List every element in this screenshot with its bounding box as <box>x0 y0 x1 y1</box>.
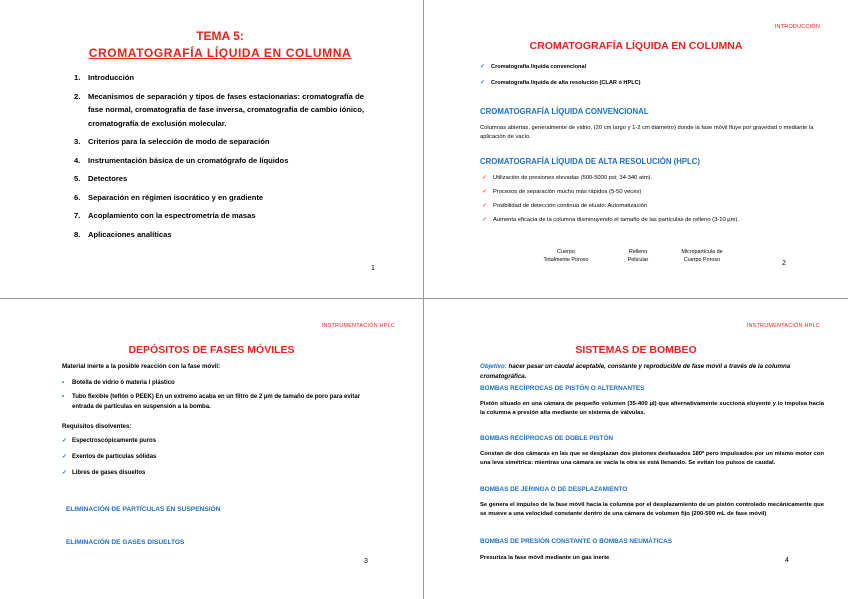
item-number: 5. <box>74 174 81 183</box>
list-item <box>74 228 364 242</box>
section-heading: BOMBAS RECÍPROCAS DE DOBLE PISTÓN <box>480 435 614 442</box>
list-item: ✓ Exentos de partículas sólidas <box>62 453 382 463</box>
page-number: 1 <box>371 265 375 272</box>
section-text: Constan de dos cámaras en las que se desplazan dos pistones desfasados 180º pero impulsados por un mismo motor con una leva simétrica: mientras una cámara se vacía la otra se está llenando. Se evitan los pulsos de caudal. <box>480 451 824 467</box>
list-item: • Botella de vidrio ó materia l plástico <box>62 379 382 389</box>
check-icon: ✓ <box>482 189 488 195</box>
check-item <box>480 63 586 70</box>
list-item <box>74 154 364 168</box>
item-text: Mecanismos de separación y tipos de fases estacionarias: cromatografía de fase normal, cromatografía de fase inversa, cromatografía de cambio iónico, cromatografía de exclusión molecular. <box>88 91 364 128</box>
check-icon: ✓ <box>62 470 68 476</box>
list-item <box>74 135 364 149</box>
item-text: Separación en régimen isocrático y en gradiente <box>88 192 264 202</box>
subheading-hplc: CROMATOGRAFÍA LÍQUIDA DE ALTA RESOLUCIÓN (HPLC) <box>480 157 701 166</box>
section-heading: BOMBAS DE JERINGA O DE DESPLAZAMIENTO <box>480 486 628 493</box>
subheading-particles: ELIMINACIÓN DE PARTÍCULAS EN SUSPENSIÓN <box>66 506 221 513</box>
figure-caption: Cuerpo Totalmente Poroso <box>543 249 589 263</box>
check-item <box>482 174 652 181</box>
check-icon: ✓ <box>62 438 68 444</box>
list-item: ✓ Espectroscópicamente puros <box>62 437 382 447</box>
title-line-1: TEMA 5: <box>196 29 244 43</box>
slide-3 <box>0 299 423 599</box>
list-item <box>74 172 364 186</box>
item-number: 7. <box>74 211 81 220</box>
check-icon: ✓ <box>480 64 486 70</box>
item-text: Instrumentación básica de un cromatógrafo de líquidos <box>88 155 289 165</box>
list-item <box>74 90 364 131</box>
page-number: 2 <box>782 260 786 267</box>
topic-list <box>74 71 364 246</box>
item-number: 3. <box>74 137 81 146</box>
slide-2 <box>424 0 848 298</box>
slide-3-title: DEPÓSITOS DE FASES MÓVILES <box>128 344 295 356</box>
slide-2-title: CROMATOGRAFÍA LÍQUIDA EN COLUMNA <box>529 40 743 52</box>
item-number: 4. <box>74 155 81 165</box>
list-item <box>74 71 364 85</box>
item-text: Aplicaciones analíticas <box>88 229 172 239</box>
check-item <box>482 216 739 223</box>
slide-1 <box>0 0 423 298</box>
check-text: Cromatografía líquida convencional <box>491 64 587 70</box>
section-heading: BOMBAS DE PRESIÓN CONSTANTE O BOMBAS NEUMÁTICAS <box>480 538 672 545</box>
check-icon: ✓ <box>482 175 488 181</box>
section-header: INSTRUMENTACIÓN HPLC <box>746 323 820 329</box>
item-text: Acoplamiento con la espectrometría de masas <box>88 211 256 220</box>
item-number: 2. <box>74 91 81 101</box>
slide-1-title <box>60 28 380 62</box>
check-item <box>482 188 641 195</box>
figure-caption: Relleno Pelicular <box>627 249 649 263</box>
section-text: Se genera el impulso de la fase móvil hacia la columna por el desplazamiento de un pistón controlado mecánicamente que se mueve a una velocidad constante dentro de una cámara de volumen fijo (200-500 mL de fase móvil) <box>480 502 824 518</box>
subheading-gases: ELIMINACIÓN DE GASES DISUELTOS <box>66 539 185 546</box>
page-number: 3 <box>364 558 368 565</box>
list-item <box>74 191 364 205</box>
item-number: 8. <box>74 229 81 239</box>
check-icon: ✓ <box>482 217 488 223</box>
item-text: Introducción <box>88 73 134 82</box>
requirements-title: Requisitos disolventes: <box>62 423 132 430</box>
list-item: ✓ Libres de gases disueltos <box>62 469 382 479</box>
check-item <box>482 202 647 209</box>
title-line-2: CROMATOGRAFÍA LÍQUIDA EN COLUMNA <box>88 46 352 60</box>
page-number: 4 <box>785 557 789 564</box>
slide-4-title: SISTEMAS DE BOMBEO <box>575 344 697 356</box>
conventional-description: Columnas abiertas, generalmente de vidrio, (20 cm largo y 1-2 cm diámetro) donde la fase móvil fluye por gravedad o mediante la aplicación de vacío. <box>480 125 814 140</box>
item-number: 1. <box>74 73 81 82</box>
section-text: Presuriza la fase móvil mediante un gas inerte <box>480 555 610 561</box>
check-text: Procesos de separación mucho más rápidos (5-50 veces) <box>493 189 642 195</box>
check-icon: ✓ <box>482 203 488 209</box>
check-item <box>480 79 641 86</box>
intro-text: Material inerte a la posible reacción con la fase móvil: <box>62 363 221 370</box>
check-text: Cromatografía líquida de alta resolución (CLAR ó HPLC) <box>491 80 641 86</box>
list-item: • Tubo flexible (teflón o PEEK) En un extremo acaba en un filtro de 2 µm de tamaño de poro para evitar entrada de partículas en suspensión a la bomba. <box>62 393 382 412</box>
bullet-icon: • <box>62 380 65 386</box>
item-text: Criterios para la selección de modo de separación <box>88 137 270 146</box>
check-icon: ✓ <box>62 454 68 460</box>
subheading-conventional: CROMATOGRAFÍA LÍQUIDA CONVENCIONAL <box>480 107 649 116</box>
section-heading: BOMBAS RECÍPROCAS DE PISTÓN O ALTERNANTES <box>480 385 645 392</box>
objective-text: Objetivo: hacer pasar un caudal aceptable, constante y reproducible de fase móvil a través de la columna cromatográfica. <box>480 363 791 380</box>
check-text: Posibilidad de detección continua de eluato: Automatización <box>493 203 648 209</box>
section-header: INTRODUCCIÓN <box>774 24 820 30</box>
section-text: Pistón situado en una cámara de pequeño volumen (35-400 µl) que alternativamente succiona eluyente y lo impulsa hacia la columna a presión alta mediante un sistema de válvulas. <box>480 401 824 417</box>
check-icon: ✓ <box>480 80 486 86</box>
figure-caption: Micropartícula de Cuerpo Poroso <box>681 249 723 263</box>
slide-4 <box>424 299 848 599</box>
item-number: 6. <box>74 192 81 202</box>
check-text: Utilización de presiones elevadas (500-5000 psi; 34-340 atm). <box>493 175 653 181</box>
item-text: Detectores <box>88 174 128 183</box>
section-header: INSTRUMENTACIÓN HPLC <box>321 323 395 329</box>
list-item <box>74 209 364 223</box>
bullet-icon: • <box>62 394 65 400</box>
check-text: Aumenta eficacia de la columna disminuyendo el tamaño de las partículas de relleno (3-10 µm). <box>493 217 740 223</box>
